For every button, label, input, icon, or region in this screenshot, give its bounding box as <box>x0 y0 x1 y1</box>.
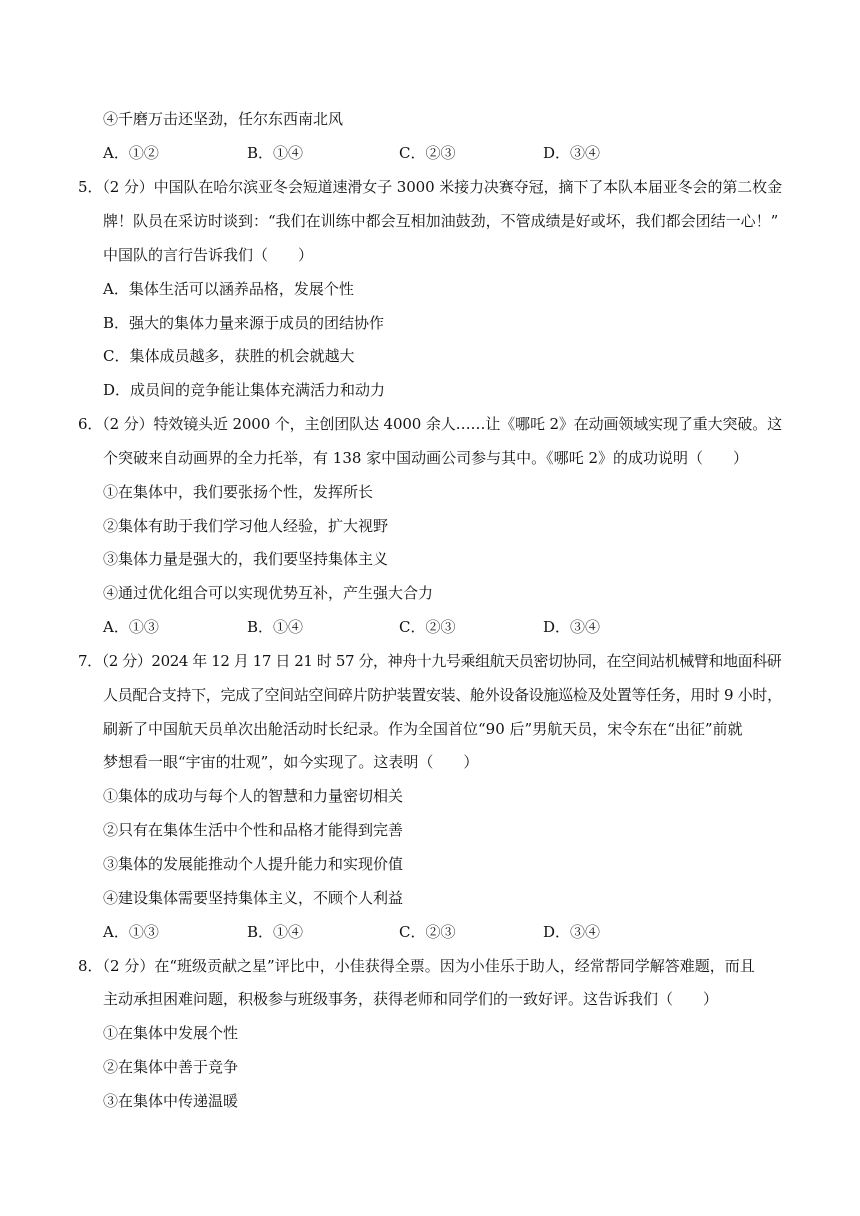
q7-stem-line-2: 人员配合支持下，完成了空间站空间碎片防护装置安装、舱外设备设施巡检及处置等任务，用时 9 小时， <box>103 686 782 704</box>
q5-choice-c: C．集体成员越多，获胜的机会就越大 <box>103 347 355 365</box>
q7-item-3: ③集体的发展能推动个人提升能力和实现价值 <box>103 855 404 873</box>
q5-choice-b: B．强大的集体力量来源于成员的团结协作 <box>103 314 385 332</box>
q4-option-b: B．①④ <box>247 144 304 162</box>
q7-item-1: ①集体的成功与每个人的智慧和力量密切相关 <box>103 787 404 805</box>
q6-item-4: ④通过优化组合可以实现优势互补，产生强大合力 <box>103 584 434 602</box>
q7-option-b: B．①④ <box>247 923 304 941</box>
q5-choice-d: D．成员间的竞争能让集体充满活力和动力 <box>103 381 386 399</box>
q4-option-d: D．③④ <box>543 144 601 162</box>
q8-stem-line-1: 8．（2 分）在“班级贡献之星”评比中，小佳获得全票。因为小佳乐于助人，经常帮同学解答难题，而且 <box>78 957 755 975</box>
q8-item-3: ③在集体中传递温暖 <box>103 1092 239 1110</box>
q6-item-1: ①在集体中，我们要张扬个性，发挥所长 <box>103 483 374 501</box>
q6-option-d: D．③④ <box>543 618 601 636</box>
q7-options <box>103 922 723 942</box>
q6-stem-line-2: 个突破来自动画界的全力托举，有 138 家中国动画公司参与其中。《哪吒 2》的成功说明（ ） <box>103 449 748 467</box>
q7-option-d: D．③④ <box>543 923 601 941</box>
q6-item-3: ③集体力量是强大的，我们要坚持集体主义 <box>103 550 389 568</box>
q6-option-b: B．①④ <box>247 618 304 636</box>
q7-option-c: C．②③ <box>399 923 456 941</box>
q4-options <box>103 143 723 163</box>
q7-stem-line-3: 刷新了中国航天员单次出舱活动时长纪录。作为全国首位“90 后”男航天员，宋令东在“出征”前就 <box>103 720 743 738</box>
q6-option-c: C．②③ <box>399 618 456 636</box>
q6-option-a: A．①③ <box>103 618 159 636</box>
q7-stem-line-4: 梦想看一眼“宇宙的壮观”，如今实现了。这表明（ ） <box>103 753 479 771</box>
q4-option-c: C．②③ <box>399 144 456 162</box>
q7-stem-line-1: 7．（2 分）2024 年 12 月 17 日 21 时 57 分，神舟十九号乘组航天员密切协同，在空间站机械臂和地面科研 <box>78 652 782 670</box>
q5-stem-line-2: 牌！队员在采访时谈到：“我们在训练中都会互相加油鼓劲，不管成绩是好或坏，我们都会团结一心！” <box>103 212 779 230</box>
q6-item-2: ②集体有助于我们学习他人经验，扩大视野 <box>103 517 389 535</box>
q8-item-2: ②在集体中善于竞争 <box>103 1058 239 1076</box>
q6-stem-line-1: 6．（2 分）特效镜头近 2000 个，主创团队达 4000 余人……让《哪吒 2》在动画领域实现了重大突破。这 <box>78 415 782 433</box>
q4-option-a: A．①② <box>103 144 159 162</box>
q5-choice-a: A．集体生活可以涵养品格，发展个性 <box>103 280 354 298</box>
q5-stem-line-3: 中国队的言行告诉我们（ ） <box>103 246 314 264</box>
q8-stem-line-2: 主动承担困难问题，积极参与班级事务，获得老师和同学们的一致好评。这告诉我们（ ） <box>103 990 719 1008</box>
q7-item-2: ②只有在集体生活中个性和品格才能得到完善 <box>103 821 404 839</box>
q8-item-1: ①在集体中发展个性 <box>103 1024 239 1042</box>
q7-option-a: A．①③ <box>103 923 159 941</box>
q7-item-4: ④建设集体需要坚持集体主义，不顾个人利益 <box>103 889 404 907</box>
q4-item-4: ④千磨万击还坚劲，任尔东西南北风 <box>103 110 344 128</box>
q5-stem-line-1: 5．（2 分）中国队在哈尔滨亚冬会短道速滑女子 3000 米接力决赛夺冠，摘下了本队本届亚冬会的第二枚金 <box>78 178 782 196</box>
q6-options <box>103 617 723 637</box>
